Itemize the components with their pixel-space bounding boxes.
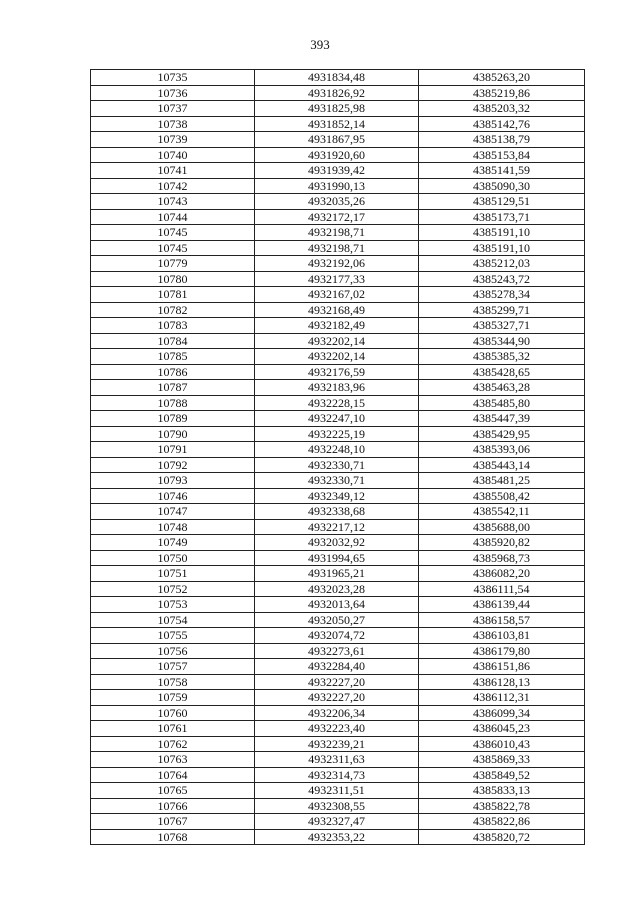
x-coordinate-cell: 4932074,72: [255, 628, 419, 644]
x-coordinate-cell: 4932228,15: [255, 395, 419, 411]
x-coordinate-cell: 4932050,27: [255, 612, 419, 628]
y-coordinate-cell: 4386103,81: [419, 628, 585, 644]
point-number-cell: 10785: [91, 349, 255, 365]
table-row: [91, 659, 585, 675]
x-coordinate-cell: 4932330,71: [255, 473, 419, 489]
x-coordinate-cell: 4932192,06: [255, 256, 419, 272]
y-coordinate-cell: 4385212,03: [419, 256, 585, 272]
y-coordinate-cell: 4385191,10: [419, 225, 585, 241]
coordinates-table: [90, 69, 585, 845]
x-coordinate-cell: 4931825,98: [255, 101, 419, 117]
x-coordinate-cell: 4932284,40: [255, 659, 419, 675]
y-coordinate-cell: 4385849,52: [419, 767, 585, 783]
table-row: [91, 457, 585, 473]
x-coordinate-cell: 4932308,55: [255, 798, 419, 814]
table-row: [91, 721, 585, 737]
table-row: [91, 116, 585, 132]
y-coordinate-cell: 4385173,71: [419, 209, 585, 225]
table-row: [91, 194, 585, 210]
point-number-cell: 10786: [91, 364, 255, 380]
x-coordinate-cell: 4932225,19: [255, 426, 419, 442]
table-row: [91, 829, 585, 845]
table-row: [91, 442, 585, 458]
point-number-cell: 10788: [91, 395, 255, 411]
y-coordinate-cell: 4385822,86: [419, 814, 585, 830]
y-coordinate-cell: 4386111,54: [419, 581, 585, 597]
table-row: [91, 395, 585, 411]
table-row: [91, 349, 585, 365]
point-number-cell: 10764: [91, 767, 255, 783]
x-coordinate-cell: 4932198,71: [255, 225, 419, 241]
x-coordinate-cell: 4931920,60: [255, 147, 419, 163]
point-number-cell: 10765: [91, 783, 255, 799]
x-coordinate-cell: 4932176,59: [255, 364, 419, 380]
y-coordinate-cell: 4385219,86: [419, 85, 585, 101]
table-row: [91, 612, 585, 628]
table-row: [91, 101, 585, 117]
point-number-cell: 10766: [91, 798, 255, 814]
y-coordinate-cell: 4385833,13: [419, 783, 585, 799]
table-row: [91, 705, 585, 721]
point-number-cell: 10739: [91, 132, 255, 148]
x-coordinate-cell: 4932311,51: [255, 783, 419, 799]
x-coordinate-cell: 4932182,49: [255, 318, 419, 334]
point-number-cell: 10791: [91, 442, 255, 458]
table-row: [91, 488, 585, 504]
y-coordinate-cell: 4385822,78: [419, 798, 585, 814]
point-number-cell: 10767: [91, 814, 255, 830]
y-coordinate-cell: 4385688,00: [419, 519, 585, 535]
point-number-cell: 10753: [91, 597, 255, 613]
point-number-cell: 10756: [91, 643, 255, 659]
table-row: [91, 225, 585, 241]
table-row: [91, 674, 585, 690]
y-coordinate-cell: 4386151,86: [419, 659, 585, 675]
x-coordinate-cell: 4931990,13: [255, 178, 419, 194]
x-coordinate-cell: 4931834,48: [255, 70, 419, 86]
table-row: [91, 256, 585, 272]
point-number-cell: 10793: [91, 473, 255, 489]
y-coordinate-cell: 4386045,23: [419, 721, 585, 737]
x-coordinate-cell: 4932032,92: [255, 535, 419, 551]
x-coordinate-cell: 4932177,33: [255, 271, 419, 287]
point-number-cell: 10784: [91, 333, 255, 349]
table-row: [91, 380, 585, 396]
table-row: [91, 132, 585, 148]
y-coordinate-cell: 4386179,80: [419, 643, 585, 659]
table-row: [91, 240, 585, 256]
table-row: [91, 504, 585, 520]
point-number-cell: 10742: [91, 178, 255, 194]
x-coordinate-cell: 4932314,73: [255, 767, 419, 783]
point-number-cell: 10783: [91, 318, 255, 334]
point-number-cell: 10759: [91, 690, 255, 706]
point-number-cell: 10787: [91, 380, 255, 396]
point-number-cell: 10781: [91, 287, 255, 303]
y-coordinate-cell: 4385920,82: [419, 535, 585, 551]
x-coordinate-cell: 4931965,21: [255, 566, 419, 582]
x-coordinate-cell: 4932013,64: [255, 597, 419, 613]
point-number-cell: 10744: [91, 209, 255, 225]
point-number-cell: 10760: [91, 705, 255, 721]
x-coordinate-cell: 4932202,14: [255, 349, 419, 365]
point-number-cell: 10738: [91, 116, 255, 132]
y-coordinate-cell: 4385299,71: [419, 302, 585, 318]
x-coordinate-cell: 4932227,20: [255, 690, 419, 706]
x-coordinate-cell: 4932223,40: [255, 721, 419, 737]
point-number-cell: 10752: [91, 581, 255, 597]
point-number-cell: 10782: [91, 302, 255, 318]
table-row: [91, 519, 585, 535]
point-number-cell: 10736: [91, 85, 255, 101]
y-coordinate-cell: 4385443,14: [419, 457, 585, 473]
table-row: [91, 752, 585, 768]
x-coordinate-cell: 4932183,96: [255, 380, 419, 396]
table-row: [91, 643, 585, 659]
y-coordinate-cell: 4385327,71: [419, 318, 585, 334]
y-coordinate-cell: 4385485,80: [419, 395, 585, 411]
table-row: [91, 736, 585, 752]
x-coordinate-cell: 4932239,21: [255, 736, 419, 752]
y-coordinate-cell: 4386158,57: [419, 612, 585, 628]
table-row: [91, 473, 585, 489]
point-number-cell: 10745: [91, 225, 255, 241]
y-coordinate-cell: 4385153,84: [419, 147, 585, 163]
y-coordinate-cell: 4385542,11: [419, 504, 585, 520]
table-row: [91, 690, 585, 706]
table-row: [91, 566, 585, 582]
point-number-cell: 10762: [91, 736, 255, 752]
table-row: [91, 426, 585, 442]
point-number-cell: 10758: [91, 674, 255, 690]
x-coordinate-cell: 4932248,10: [255, 442, 419, 458]
point-number-cell: 10740: [91, 147, 255, 163]
table-row: [91, 597, 585, 613]
table-row: [91, 147, 585, 163]
x-coordinate-cell: 4932035,26: [255, 194, 419, 210]
y-coordinate-cell: 4385243,72: [419, 271, 585, 287]
y-coordinate-cell: 4385481,25: [419, 473, 585, 489]
table-row: [91, 163, 585, 179]
y-coordinate-cell: 4385278,34: [419, 287, 585, 303]
x-coordinate-cell: 4932330,71: [255, 457, 419, 473]
x-coordinate-cell: 4932167,02: [255, 287, 419, 303]
table-row: [91, 209, 585, 225]
x-coordinate-cell: 4932338,68: [255, 504, 419, 520]
table-row: [91, 814, 585, 830]
point-number-cell: 10768: [91, 829, 255, 845]
x-coordinate-cell: 4931852,14: [255, 116, 419, 132]
point-number-cell: 10755: [91, 628, 255, 644]
point-number-cell: 10745: [91, 240, 255, 256]
y-coordinate-cell: 4385385,32: [419, 349, 585, 365]
table-row: [91, 85, 585, 101]
x-coordinate-cell: 4932349,12: [255, 488, 419, 504]
page-number: 393: [310, 37, 330, 52]
x-coordinate-cell: 4932023,28: [255, 581, 419, 597]
table-row: [91, 318, 585, 334]
y-coordinate-cell: 4386082,20: [419, 566, 585, 582]
point-number-cell: 10748: [91, 519, 255, 535]
y-coordinate-cell: 4385141,59: [419, 163, 585, 179]
y-coordinate-cell: 4385428,65: [419, 364, 585, 380]
point-number-cell: 10735: [91, 70, 255, 86]
x-coordinate-cell: 4931994,65: [255, 550, 419, 566]
y-coordinate-cell: 4385508,42: [419, 488, 585, 504]
x-coordinate-cell: 4932217,12: [255, 519, 419, 535]
y-coordinate-cell: 4385869,33: [419, 752, 585, 768]
y-coordinate-cell: 4385820,72: [419, 829, 585, 845]
x-coordinate-cell: 4932227,20: [255, 674, 419, 690]
x-coordinate-cell: 4932327,47: [255, 814, 419, 830]
point-number-cell: 10780: [91, 271, 255, 287]
x-coordinate-cell: 4932172,17: [255, 209, 419, 225]
x-coordinate-cell: 4932273,61: [255, 643, 419, 659]
y-coordinate-cell: 4385138,79: [419, 132, 585, 148]
table-row: [91, 271, 585, 287]
table-row: [91, 302, 585, 318]
x-coordinate-cell: 4932168,49: [255, 302, 419, 318]
y-coordinate-cell: 4385968,73: [419, 550, 585, 566]
point-number-cell: 10741: [91, 163, 255, 179]
table-row: [91, 767, 585, 783]
point-number-cell: 10750: [91, 550, 255, 566]
x-coordinate-cell: 4931939,42: [255, 163, 419, 179]
y-coordinate-cell: 4385203,32: [419, 101, 585, 117]
x-coordinate-cell: 4932206,34: [255, 705, 419, 721]
y-coordinate-cell: 4385191,10: [419, 240, 585, 256]
point-number-cell: 10789: [91, 411, 255, 427]
x-coordinate-cell: 4932247,10: [255, 411, 419, 427]
point-number-cell: 10790: [91, 426, 255, 442]
coordinates-table-body: [91, 70, 585, 845]
point-number-cell: 10761: [91, 721, 255, 737]
x-coordinate-cell: 4931867,95: [255, 132, 419, 148]
table-row: [91, 364, 585, 380]
y-coordinate-cell: 4385447,39: [419, 411, 585, 427]
x-coordinate-cell: 4932311,63: [255, 752, 419, 768]
point-number-cell: 10746: [91, 488, 255, 504]
table-row: [91, 70, 585, 86]
table-row: [91, 333, 585, 349]
table-row: [91, 783, 585, 799]
y-coordinate-cell: 4385090,30: [419, 178, 585, 194]
y-coordinate-cell: 4386099,34: [419, 705, 585, 721]
x-coordinate-cell: 4932198,71: [255, 240, 419, 256]
y-coordinate-cell: 4385129,51: [419, 194, 585, 210]
y-coordinate-cell: 4386112,31: [419, 690, 585, 706]
y-coordinate-cell: 4385344,90: [419, 333, 585, 349]
point-number-cell: 10763: [91, 752, 255, 768]
table-row: [91, 550, 585, 566]
table-row: [91, 535, 585, 551]
table-row: [91, 628, 585, 644]
x-coordinate-cell: 4932353,22: [255, 829, 419, 845]
y-coordinate-cell: 4385393,06: [419, 442, 585, 458]
y-coordinate-cell: 4385429,95: [419, 426, 585, 442]
table-row: [91, 581, 585, 597]
point-number-cell: 10754: [91, 612, 255, 628]
y-coordinate-cell: 4385463,28: [419, 380, 585, 396]
point-number-cell: 10792: [91, 457, 255, 473]
point-number-cell: 10743: [91, 194, 255, 210]
table-row: [91, 411, 585, 427]
y-coordinate-cell: 4385263,20: [419, 70, 585, 86]
point-number-cell: 10757: [91, 659, 255, 675]
x-coordinate-cell: 4931826,92: [255, 85, 419, 101]
point-number-cell: 10779: [91, 256, 255, 272]
table-row: [91, 798, 585, 814]
y-coordinate-cell: 4385142,76: [419, 116, 585, 132]
point-number-cell: 10747: [91, 504, 255, 520]
table-row: [91, 178, 585, 194]
point-number-cell: 10749: [91, 535, 255, 551]
x-coordinate-cell: 4932202,14: [255, 333, 419, 349]
table-row: [91, 287, 585, 303]
y-coordinate-cell: 4386139,44: [419, 597, 585, 613]
y-coordinate-cell: 4386128,13: [419, 674, 585, 690]
point-number-cell: 10751: [91, 566, 255, 582]
y-coordinate-cell: 4386010,43: [419, 736, 585, 752]
point-number-cell: 10737: [91, 101, 255, 117]
